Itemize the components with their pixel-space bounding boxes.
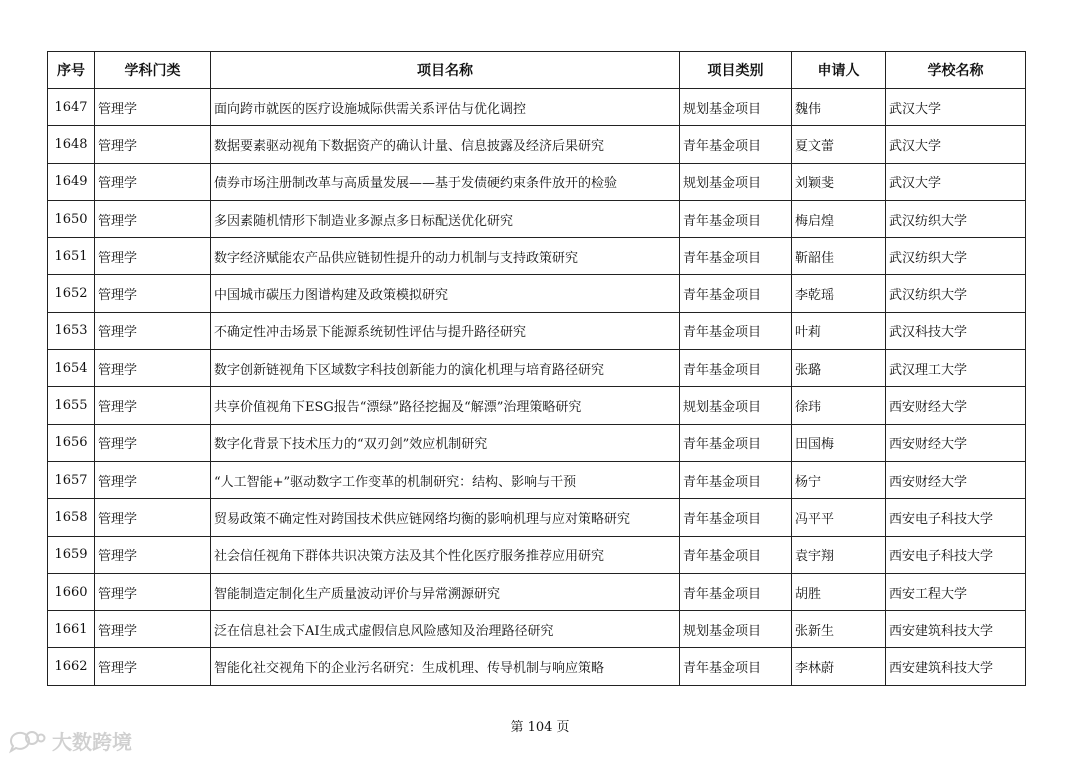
cell-index: 1657 <box>48 461 95 498</box>
cell-project-category: 青年基金项目 <box>680 499 792 536</box>
cell-index: 1647 <box>48 89 95 126</box>
header-project-category: 项目类别 <box>680 52 792 89</box>
cell-applicant: 李林蔚 <box>792 648 886 685</box>
table-row <box>48 536 1026 573</box>
cell-project-category: 规划基金项目 <box>680 611 792 648</box>
cell-project-name: 多因素随机情形下制造业多源点多日标配送优化研究 <box>211 200 680 237</box>
cell-applicant: 袁宇翔 <box>792 536 886 573</box>
table-row <box>48 387 1026 424</box>
table-row <box>48 424 1026 461</box>
cell-project-name: 智能制造定制化生产质量波动评价与异常溯源研究 <box>211 573 680 610</box>
cell-project-category: 青年基金项目 <box>680 312 792 349</box>
cell-project-name: 不确定性冲击场景下能源系统韧性评估与提升路径研究 <box>211 312 680 349</box>
cell-index: 1648 <box>48 126 95 163</box>
cell-project-name: 数字化背景下技术压力的“双刃剑”效应机制研究 <box>211 424 680 461</box>
cell-project-category: 规划基金项目 <box>680 387 792 424</box>
cell-index: 1661 <box>48 611 95 648</box>
header-discipline: 学科门类 <box>95 52 211 89</box>
cell-applicant: 李乾瑶 <box>792 275 886 312</box>
cell-discipline: 管理学 <box>95 163 211 200</box>
cell-project-name: 数字经济赋能农产品供应链韧性提升的动力机制与支持政策研究 <box>211 238 680 275</box>
cell-discipline: 管理学 <box>95 200 211 237</box>
cell-applicant: 徐玮 <box>792 387 886 424</box>
cell-project-name: 数据要素驱动视角下数据资产的确认计量、信息披露及经济后果研究 <box>211 126 680 163</box>
cell-index: 1650 <box>48 200 95 237</box>
cell-index: 1660 <box>48 573 95 610</box>
cell-project-name: 面向跨市就医的医疗设施城际供需关系评估与优化调控 <box>211 89 680 126</box>
table-header-row <box>48 52 1026 89</box>
cell-project-category: 规划基金项目 <box>680 89 792 126</box>
cell-discipline: 管理学 <box>95 424 211 461</box>
cell-school: 武汉大学 <box>886 126 1026 163</box>
cell-discipline: 管理学 <box>95 89 211 126</box>
cell-school: 西安建筑科技大学 <box>886 611 1026 648</box>
cell-discipline: 管理学 <box>95 461 211 498</box>
cell-index: 1655 <box>48 387 95 424</box>
cell-school: 西安工程大学 <box>886 573 1026 610</box>
table-row <box>48 238 1026 275</box>
cell-project-category: 青年基金项目 <box>680 238 792 275</box>
cell-index: 1654 <box>48 350 95 387</box>
cell-applicant: 夏文蕾 <box>792 126 886 163</box>
cell-school: 武汉纺织大学 <box>886 238 1026 275</box>
header-school: 学校名称 <box>886 52 1026 89</box>
cell-index: 1649 <box>48 163 95 200</box>
header-project-name: 项目名称 <box>211 52 680 89</box>
cell-index: 1662 <box>48 648 95 685</box>
table-row <box>48 461 1026 498</box>
cell-index: 1652 <box>48 275 95 312</box>
cell-project-name: 中国城市碳压力图谱构建及政策模拟研究 <box>211 275 680 312</box>
table-row <box>48 275 1026 312</box>
cell-discipline: 管理学 <box>95 350 211 387</box>
cell-applicant: 张璐 <box>792 350 886 387</box>
cell-applicant: 靳韶佳 <box>792 238 886 275</box>
cell-school: 西安财经大学 <box>886 424 1026 461</box>
table-row <box>48 126 1026 163</box>
cell-discipline: 管理学 <box>95 648 211 685</box>
cell-index: 1659 <box>48 536 95 573</box>
cell-project-name: 社会信任视角下群体共识决策方法及其个性化医疗服务推荐应用研究 <box>211 536 680 573</box>
cell-school: 西安建筑科技大学 <box>886 648 1026 685</box>
cell-school: 西安财经大学 <box>886 461 1026 498</box>
cell-project-name: 债券市场注册制改革与高质量发展——基于发债硬约束条件放开的检验 <box>211 163 680 200</box>
cell-project-category: 青年基金项目 <box>680 126 792 163</box>
chat-bubbles-logo-icon <box>8 728 46 754</box>
table-row <box>48 200 1026 237</box>
cell-index: 1653 <box>48 312 95 349</box>
cell-applicant: 田国梅 <box>792 424 886 461</box>
cell-applicant: 张新生 <box>792 611 886 648</box>
watermark <box>8 726 132 755</box>
cell-discipline: 管理学 <box>95 275 211 312</box>
cell-discipline: 管理学 <box>95 126 211 163</box>
cell-applicant: 冯平平 <box>792 499 886 536</box>
cell-project-category: 青年基金项目 <box>680 350 792 387</box>
cell-project-name: 数字创新链视角下区域数字科技创新能力的演化机理与培育路径研究 <box>211 350 680 387</box>
header-index: 序号 <box>48 52 95 89</box>
cell-project-category: 青年基金项目 <box>680 648 792 685</box>
cell-project-name: 泛在信息社会下AI生成式虚假信息风险感知及治理路径研究 <box>211 611 680 648</box>
cell-discipline: 管理学 <box>95 499 211 536</box>
cell-applicant: 胡胜 <box>792 573 886 610</box>
cell-project-name: 智能化社交视角下的企业污名研究：生成机理、传导机制与响应策略 <box>211 648 680 685</box>
cell-project-category: 青年基金项目 <box>680 275 792 312</box>
cell-school: 武汉大学 <box>886 163 1026 200</box>
cell-school: 武汉理工大学 <box>886 350 1026 387</box>
cell-applicant: 叶莉 <box>792 312 886 349</box>
cell-project-category: 青年基金项目 <box>680 424 792 461</box>
cell-school: 西安电子科技大学 <box>886 499 1026 536</box>
table-row <box>48 312 1026 349</box>
cell-school: 武汉纺织大学 <box>886 200 1026 237</box>
cell-school: 武汉纺织大学 <box>886 275 1026 312</box>
table-row <box>48 89 1026 126</box>
cell-school: 武汉科技大学 <box>886 312 1026 349</box>
header-applicant: 申请人 <box>792 52 886 89</box>
table-row <box>48 350 1026 387</box>
cell-project-name: “人工智能+”驱动数字工作变革的机制研究：结构、影响与干预 <box>211 461 680 498</box>
cell-applicant: 杨宁 <box>792 461 886 498</box>
project-table <box>47 51 1026 686</box>
cell-project-category: 规划基金项目 <box>680 163 792 200</box>
cell-project-name: 共享价值视角下ESG报告“漂绿”路径挖掘及“解漂”治理策略研究 <box>211 387 680 424</box>
table-row <box>48 611 1026 648</box>
cell-project-category: 青年基金项目 <box>680 461 792 498</box>
cell-project-category: 青年基金项目 <box>680 573 792 610</box>
cell-index: 1658 <box>48 499 95 536</box>
cell-discipline: 管理学 <box>95 312 211 349</box>
table-row <box>48 648 1026 685</box>
cell-school: 武汉大学 <box>886 89 1026 126</box>
cell-index: 1651 <box>48 238 95 275</box>
cell-index: 1656 <box>48 424 95 461</box>
cell-school: 西安财经大学 <box>886 387 1026 424</box>
cell-applicant: 魏伟 <box>792 89 886 126</box>
cell-discipline: 管理学 <box>95 238 211 275</box>
cell-school: 西安电子科技大学 <box>886 536 1026 573</box>
table-row <box>48 499 1026 536</box>
table-row <box>48 163 1026 200</box>
cell-discipline: 管理学 <box>95 387 211 424</box>
cell-project-category: 青年基金项目 <box>680 536 792 573</box>
cell-applicant: 刘颖斐 <box>792 163 886 200</box>
table-body <box>48 89 1026 686</box>
cell-discipline: 管理学 <box>95 573 211 610</box>
cell-discipline: 管理学 <box>95 611 211 648</box>
page-number: 第 104 页 <box>510 720 570 735</box>
table-row <box>48 573 1026 610</box>
cell-applicant: 梅启煌 <box>792 200 886 237</box>
cell-discipline: 管理学 <box>95 536 211 573</box>
cell-project-category: 青年基金项目 <box>680 200 792 237</box>
cell-project-name: 贸易政策不确定性对跨国技术供应链网络均衡的影响机理与应对策略研究 <box>211 499 680 536</box>
watermark-text: 大数跨境 <box>52 730 132 754</box>
